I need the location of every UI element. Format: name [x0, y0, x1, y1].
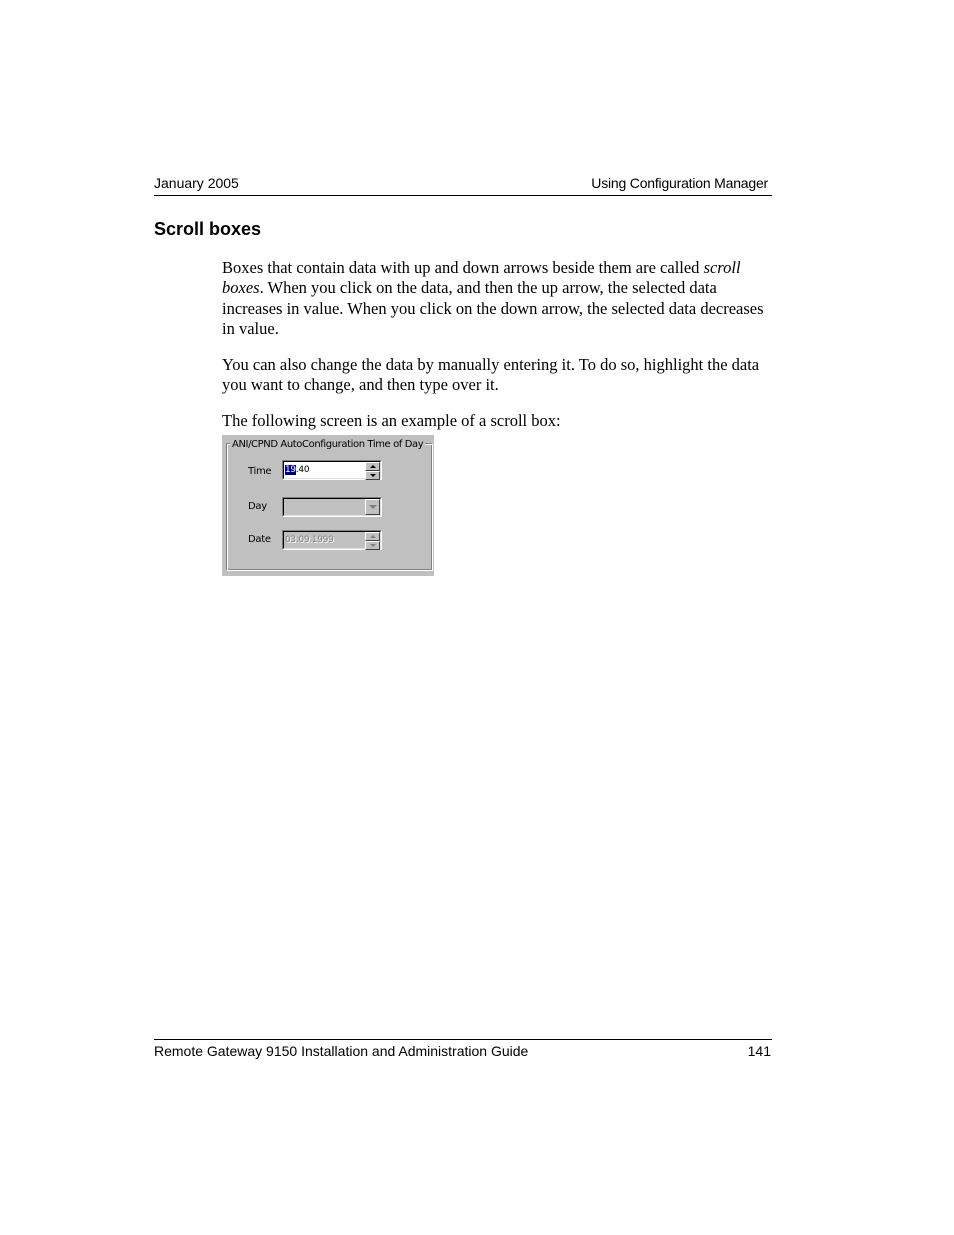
time-spinner	[365, 462, 380, 480]
date-field-inner	[283, 531, 381, 549]
date-spin-down-button[interactable]	[365, 541, 380, 550]
paragraph-manual-entry: You can also change the data by manually entering it. To do so, highlight the data you want to change, and then type over it.	[222, 355, 760, 395]
paragraph-scroll-box-definition	[222, 258, 770, 339]
day-field-inner	[283, 498, 381, 516]
day-dropdown[interactable]	[282, 497, 382, 517]
day-label: Day	[248, 501, 267, 512]
dropdown-arrow-icon	[369, 505, 377, 509]
time-label: Time	[248, 466, 272, 477]
date-spinner	[365, 532, 380, 550]
paragraph-example-intro: The following screen is an example of a scroll box:	[222, 411, 561, 430]
time-selected-segment[interactable]: 19	[285, 465, 296, 475]
section-heading: Scroll boxes	[154, 219, 262, 239]
spin-up-icon	[370, 535, 376, 538]
header-date: January 2005	[154, 175, 239, 191]
time-field-inner	[283, 461, 381, 479]
spin-up-icon	[370, 465, 376, 468]
page-header	[154, 174, 772, 196]
spin-down-icon	[370, 474, 376, 477]
spin-down-icon	[370, 544, 376, 547]
paragraph1-after: . When you click on the data, and then the up arrow, the selected data increases in value. When you click on the down arrow, the selected data decreases in value.	[222, 278, 764, 338]
scroll-box-screenshot	[222, 435, 434, 578]
time-rest-segment: .40	[295, 465, 310, 475]
day-dropdown-button[interactable]	[365, 499, 380, 515]
page-number: 141	[747, 1043, 771, 1059]
header-chapter: Using Configuration Manager	[591, 175, 768, 191]
time-value[interactable]	[285, 465, 309, 475]
groupbox-title: ANI/CPND AutoConfiguration Time of Day	[232, 439, 424, 450]
date-label: Date	[248, 534, 271, 545]
time-spin-up-button[interactable]	[365, 462, 380, 471]
footer-guide-title: Remote Gateway 9150 Installation and Administration Guide	[154, 1043, 529, 1059]
paragraph1-before: Boxes that contain data with up and down arrows beside them are called	[222, 258, 704, 277]
screenshot-bottom-edge	[222, 576, 434, 578]
date-value: 03.09.1999	[285, 535, 334, 545]
date-spin-up-button[interactable]	[365, 532, 380, 541]
paragraph1-emphasis: scroll boxes	[222, 258, 741, 298]
time-scroll-box[interactable]	[282, 460, 382, 480]
date-scroll-box[interactable]	[282, 530, 382, 550]
page-footer	[154, 1039, 772, 1060]
time-spin-down-button[interactable]	[365, 471, 380, 480]
